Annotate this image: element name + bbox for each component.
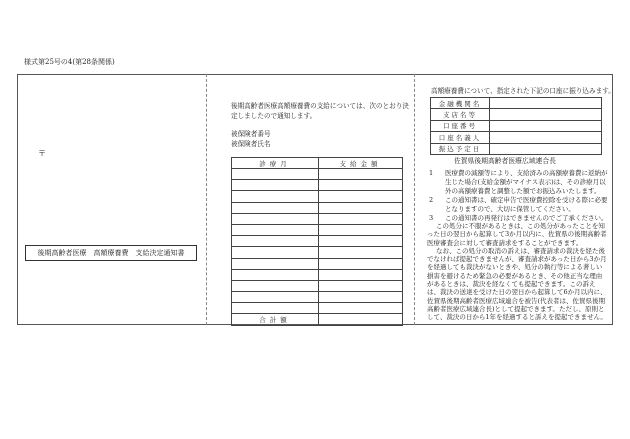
note-text: この通知書は、確定申告で医療費控除を受ける際に必要となりますので、大切に保管してください。 [445, 195, 608, 213]
treatment-month-cell [232, 269, 319, 280]
note-item [427, 196, 609, 214]
payment-row [232, 280, 403, 291]
treatment-month-cell [232, 292, 319, 303]
treatment-month-cell [232, 213, 319, 224]
payment-row [232, 224, 403, 235]
payment-amount-cell [319, 236, 403, 247]
bank-row [431, 120, 602, 131]
intro-text: 後期高齢者医療高額療養費の支給については、次のとおり決定しましたので通知します。 [231, 102, 409, 120]
issuer-name: 佐賀県後期高齢者医療広域連合長 [454, 157, 556, 165]
treatment-month-cell [232, 258, 319, 269]
treatment-month-cell [232, 202, 319, 213]
bank-row-value [490, 109, 602, 120]
total-amount-cell [319, 314, 403, 325]
bank-row-value [490, 143, 602, 154]
postal-mark: 〒 [38, 149, 46, 158]
total-label: 合計額 [232, 314, 319, 325]
treatment-month-cell [232, 224, 319, 235]
fold-line-left [206, 74, 207, 325]
bank-row-label: 金融機関名 [431, 98, 490, 109]
treatment-month-cell [232, 169, 319, 180]
payment-row [232, 269, 403, 280]
payment-amount-cell [319, 202, 403, 213]
payment-row [232, 258, 403, 269]
bank-row [431, 143, 602, 154]
note-item [427, 169, 609, 196]
bank-row-value [490, 98, 602, 109]
payment-row [232, 236, 403, 247]
note-text: 医療費の減額等により、支給済みの高額療養費に返納が生じた場合(支給金額がマイナス表示)は、その診療月以外の高額療養費と調整した額でお振込みいたします。 [445, 169, 608, 195]
bank-row [431, 132, 602, 143]
treatment-month-cell [232, 303, 319, 314]
payment-row [232, 303, 403, 314]
payment-amount-cell [319, 303, 403, 314]
form-number-label: 様式第25号の4(第28条関係) [24, 58, 115, 66]
payment-amount-cell [319, 169, 403, 180]
insured-name-label: 被保険者氏名 [231, 140, 271, 148]
appeal-notice [427, 222, 607, 322]
note-number: 2 [429, 195, 434, 204]
appeal-paragraph-1: この処分に不服があるときは、この処分があったことを知った日の翌日から起算して3か月以内に、佐賀県の後期高齢者医療審査会に対して審査請求をすることができます。 [427, 222, 607, 247]
payment-table [231, 157, 403, 326]
treatment-month-cell [232, 191, 319, 202]
insured-number-label: 被保険者番号 [231, 130, 271, 138]
payment-row [232, 213, 403, 224]
bank-row-label: 口座名義人 [431, 132, 490, 143]
payment-amount-cell [319, 191, 403, 202]
header-treatment-month: 診療月 [232, 158, 319, 169]
bank-row-value [490, 120, 602, 131]
payment-amount-cell [319, 180, 403, 191]
bank-row-label: 口座番号 [431, 120, 490, 131]
bank-row-label: 支店名等 [431, 109, 490, 120]
treatment-month-cell [232, 180, 319, 191]
header-payment-amount: 支給金額 [319, 158, 403, 169]
payment-amount-cell [319, 224, 403, 235]
treatment-month-cell [232, 236, 319, 247]
notice-title-box: 後期高齢者医療 高額療養費 支給決定通知書 [25, 245, 197, 261]
bank-row-label: 振込予定日 [431, 143, 490, 154]
payment-amount-cell [319, 213, 403, 224]
treatment-month-cell [232, 280, 319, 291]
bank-account-table [430, 97, 602, 155]
note-number: 1 [429, 169, 434, 177]
payment-row [232, 247, 403, 258]
payment-row [232, 202, 403, 213]
payment-amount-cell [319, 258, 403, 269]
payment-amount-cell [319, 280, 403, 291]
transfer-note: 高額療養費について、指定された下記の口座に振り込みます。 [431, 87, 615, 95]
note-text: この通知書の再発行はできませんのでご了承ください。 [445, 213, 608, 222]
payment-row [232, 191, 403, 202]
payment-amount-cell [319, 292, 403, 303]
payment-amount-cell [319, 269, 403, 280]
bank-row [431, 98, 602, 109]
bank-row-value [490, 132, 602, 143]
treatment-month-cell [232, 247, 319, 258]
fold-line-right [414, 74, 415, 325]
notes-list [427, 169, 609, 222]
appeal-paragraph-2: なお、この処分の取消の訴えは、審査請求の裁決を経た後でなければ提起できませんが、審査請求があった日から3か月を経過しても裁決がないときや、処分の執行等による著しい損害を避けるため緊急の必要があるとき、その他正当な理由があるときは、裁決を経なくても提起できます。この訴えは、裁決の送達を受けた日の翌日から起算して6か月以内に、佐賀県後期高齢者医療広域連合を被告(代表者は、佐賀県後期高齢者医療広域連合長)として提起できます。ただし、原則として、裁決の日から1年を経過すると訴えを提起できません。 [427, 246, 607, 322]
bank-row [431, 109, 602, 120]
payment-amount-cell [319, 247, 403, 258]
payment-row [232, 292, 403, 303]
payment-row [232, 180, 403, 191]
note-number: 3 [429, 213, 434, 222]
payment-row [232, 169, 403, 180]
